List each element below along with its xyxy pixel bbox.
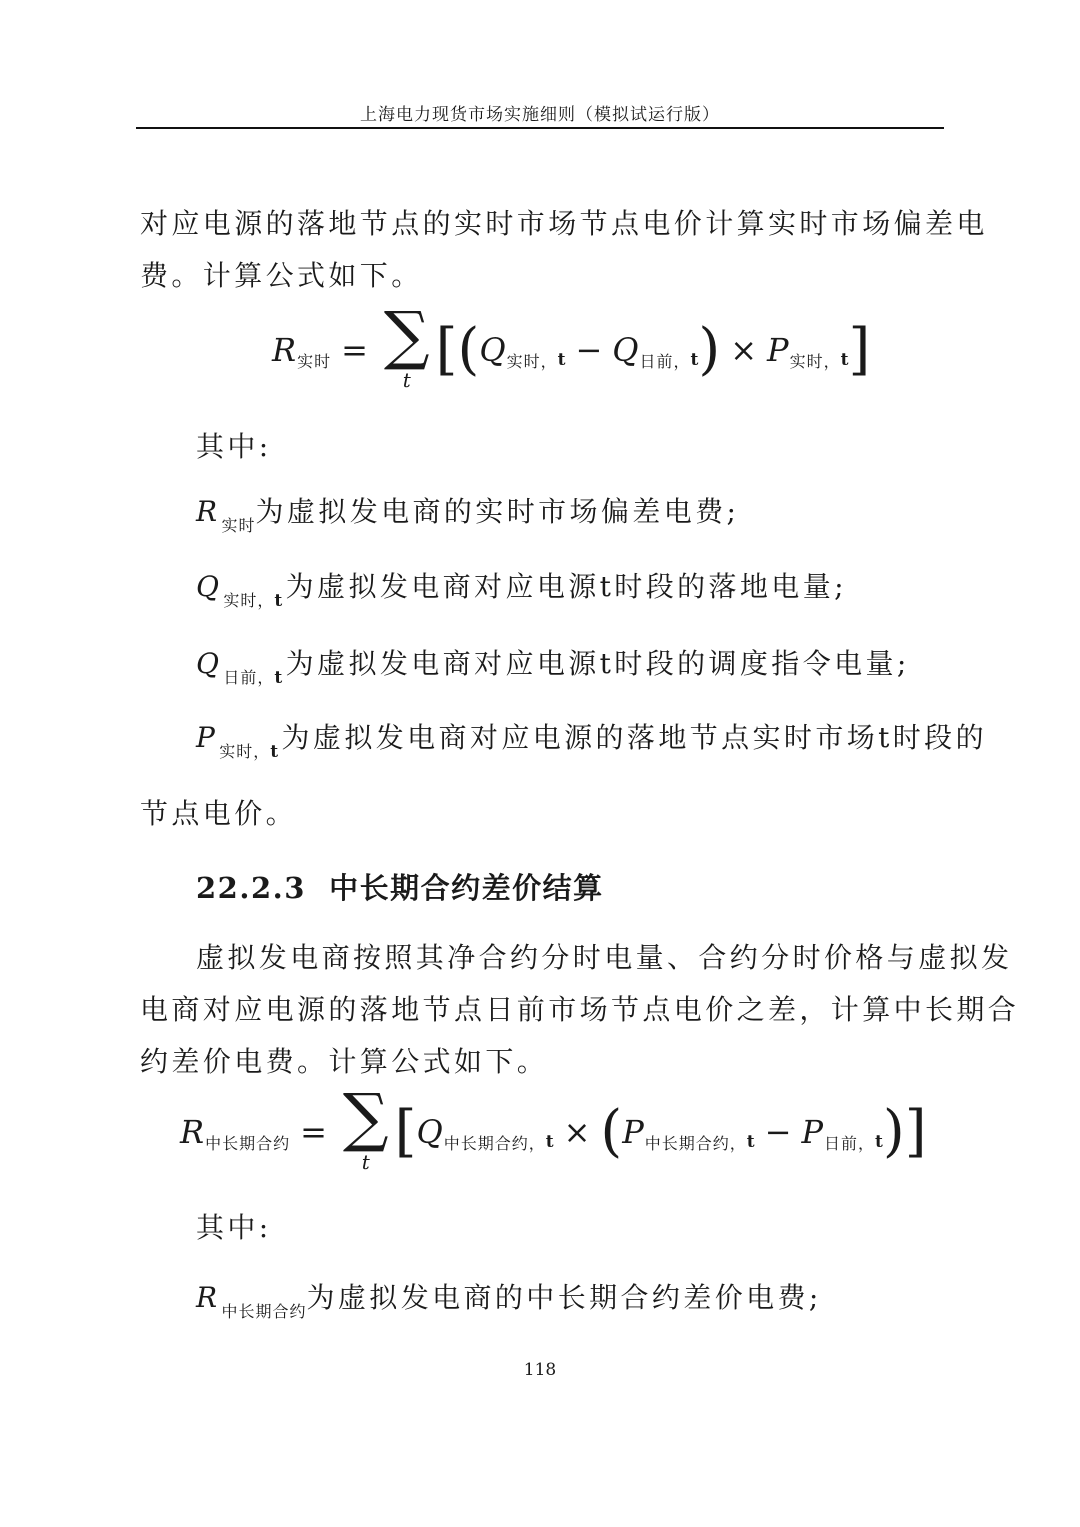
definition-R-contract <box>196 1276 822 1321</box>
def-Q-realtime-subscript: 实时， <box>223 591 275 610</box>
body2-line-1: 虚拟发电商按照其净合约分时电量、合约分时价格与虚拟发 <box>196 941 1013 974</box>
formula2-Q-contract: Q <box>416 1113 443 1151</box>
formula1-R-subscript: 实时 <box>297 351 332 371</box>
formula2-right-paren: ) <box>882 1099 905 1164</box>
intro-line-2: 费。计算公式如下。 <box>140 259 423 292</box>
def-P-realtime-subscript: 实时， <box>219 742 271 761</box>
def-P-realtime-symbol: P <box>196 721 219 754</box>
formula1-right-paren: ) <box>698 317 721 382</box>
formula1-R: R <box>272 331 297 369</box>
section-number: 22.2.3 <box>196 871 306 905</box>
formula1-left-bracket: [ <box>435 317 458 382</box>
running-header: 上海电力现货市场实施细则（模拟试运行版） <box>360 105 720 125</box>
formula1-P-realtime: P <box>767 331 789 369</box>
formula2-Q-contract-subscript: 中长期合约， <box>443 1133 546 1153</box>
formula2-P-dayahead: P <box>801 1113 823 1151</box>
def-R-contract-subscript: 中长期合约 <box>221 1302 307 1321</box>
def-R-contract-text: 为虚拟发电商的中长期合约差价电费; <box>306 1281 822 1314</box>
formula1-Q-dayahead-subscript: 日前， <box>639 351 691 371</box>
formula1-Q-realtime-t: t <box>557 350 566 370</box>
where-label-2: 其中: <box>196 1211 272 1244</box>
section-title: 中长期合约差价结算 <box>329 871 604 905</box>
def-R-contract-symbol: R <box>196 1281 221 1314</box>
formula2-sigma: ∑ <box>342 1081 389 1156</box>
definition-P-realtime <box>196 716 987 762</box>
formula2-R: R <box>180 1113 205 1151</box>
formula1-equals: = <box>341 331 368 369</box>
def-Q-realtime-symbol: Q <box>196 570 223 603</box>
header-divider <box>136 127 944 129</box>
formula1-left-paren: ( <box>457 317 480 382</box>
formula1-Q-dayahead-t: t <box>690 350 699 370</box>
definition-R-realtime <box>196 490 740 535</box>
formula2-left-paren: ( <box>600 1099 623 1164</box>
formula2-minus: − <box>764 1113 792 1151</box>
def-R-subscript: 实时 <box>221 516 256 535</box>
def-Q-dayahead-symbol: Q <box>196 647 223 680</box>
formula2-sigma-index: t <box>361 1149 370 1174</box>
section-heading <box>196 866 604 907</box>
definition-Q-realtime <box>196 565 847 611</box>
def-R-symbol: R <box>196 495 221 528</box>
formula1-sigma-index: t <box>402 367 411 392</box>
formula1-right-bracket: ] <box>848 317 871 382</box>
formula1-Q-realtime-subscript: 实时， <box>506 351 558 371</box>
formula2-P-contract-t: t <box>746 1132 755 1152</box>
formula1-P-realtime-t: t <box>840 350 849 370</box>
definition-P-realtime-continued: 节点电价。 <box>140 797 298 830</box>
formula1-minus: − <box>575 331 603 369</box>
formula1-summation <box>383 299 430 392</box>
formula2-times: × <box>563 1113 591 1151</box>
formula2-P-dayahead-t: t <box>875 1132 883 1152</box>
def-Q-dayahead-text: 为虚拟发电商对应电源t时段的调度指令电量; <box>285 647 910 680</box>
def-Q-realtime-t: t <box>274 591 286 611</box>
formula1-Q-realtime: Q <box>479 331 506 369</box>
formula2-P-dayahead-subscript: 日前， <box>824 1133 876 1153</box>
intro-line-1: 对应电源的落地节点的实时市场节点电价计算实时市场偏差电 <box>140 207 988 240</box>
formula2-P-contract-subscript: 中长期合约， <box>644 1133 747 1153</box>
def-Q-realtime-text: 为虚拟发电商对应电源t时段的落地电量; <box>285 570 847 603</box>
def-Q-dayahead-t: t <box>274 668 286 688</box>
definition-Q-dayahead <box>196 642 910 688</box>
where-label-1: 其中: <box>196 430 272 463</box>
body2-line-3: 约差价电费。计算公式如下。 <box>140 1045 549 1078</box>
formula-realtime-deviation <box>272 299 871 392</box>
formula2-R-subscript: 中长期合约 <box>205 1133 291 1153</box>
formula1-Q-dayahead: Q <box>612 331 639 369</box>
formula2-Q-contract-t: t <box>545 1132 554 1152</box>
def-Q-dayahead-subscript: 日前， <box>223 668 275 687</box>
formula1-sigma: ∑ <box>383 299 430 374</box>
formula2-summation <box>342 1081 389 1174</box>
page-number: 118 <box>523 1360 557 1380</box>
body2-line-2: 电商对应电源的落地节点日前市场节点电价之差，计算中长期合 <box>140 993 1020 1026</box>
def-P-realtime-t: t <box>270 742 282 762</box>
def-P-realtime-text: 为虚拟发电商对应电源的落地节点实时市场t时段的 <box>281 721 987 754</box>
formula1-P-realtime-subscript: 实时， <box>789 351 841 371</box>
formula2-right-bracket: ] <box>904 1099 927 1164</box>
formula2-left-bracket: [ <box>394 1099 417 1164</box>
formula1-times: × <box>730 331 758 369</box>
formula2-P-contract: P <box>622 1113 644 1151</box>
def-R-text: 为虚拟发电商的实时市场偏差电费; <box>255 495 740 528</box>
formula2-equals: = <box>300 1113 327 1151</box>
formula-contract-difference <box>180 1081 927 1174</box>
